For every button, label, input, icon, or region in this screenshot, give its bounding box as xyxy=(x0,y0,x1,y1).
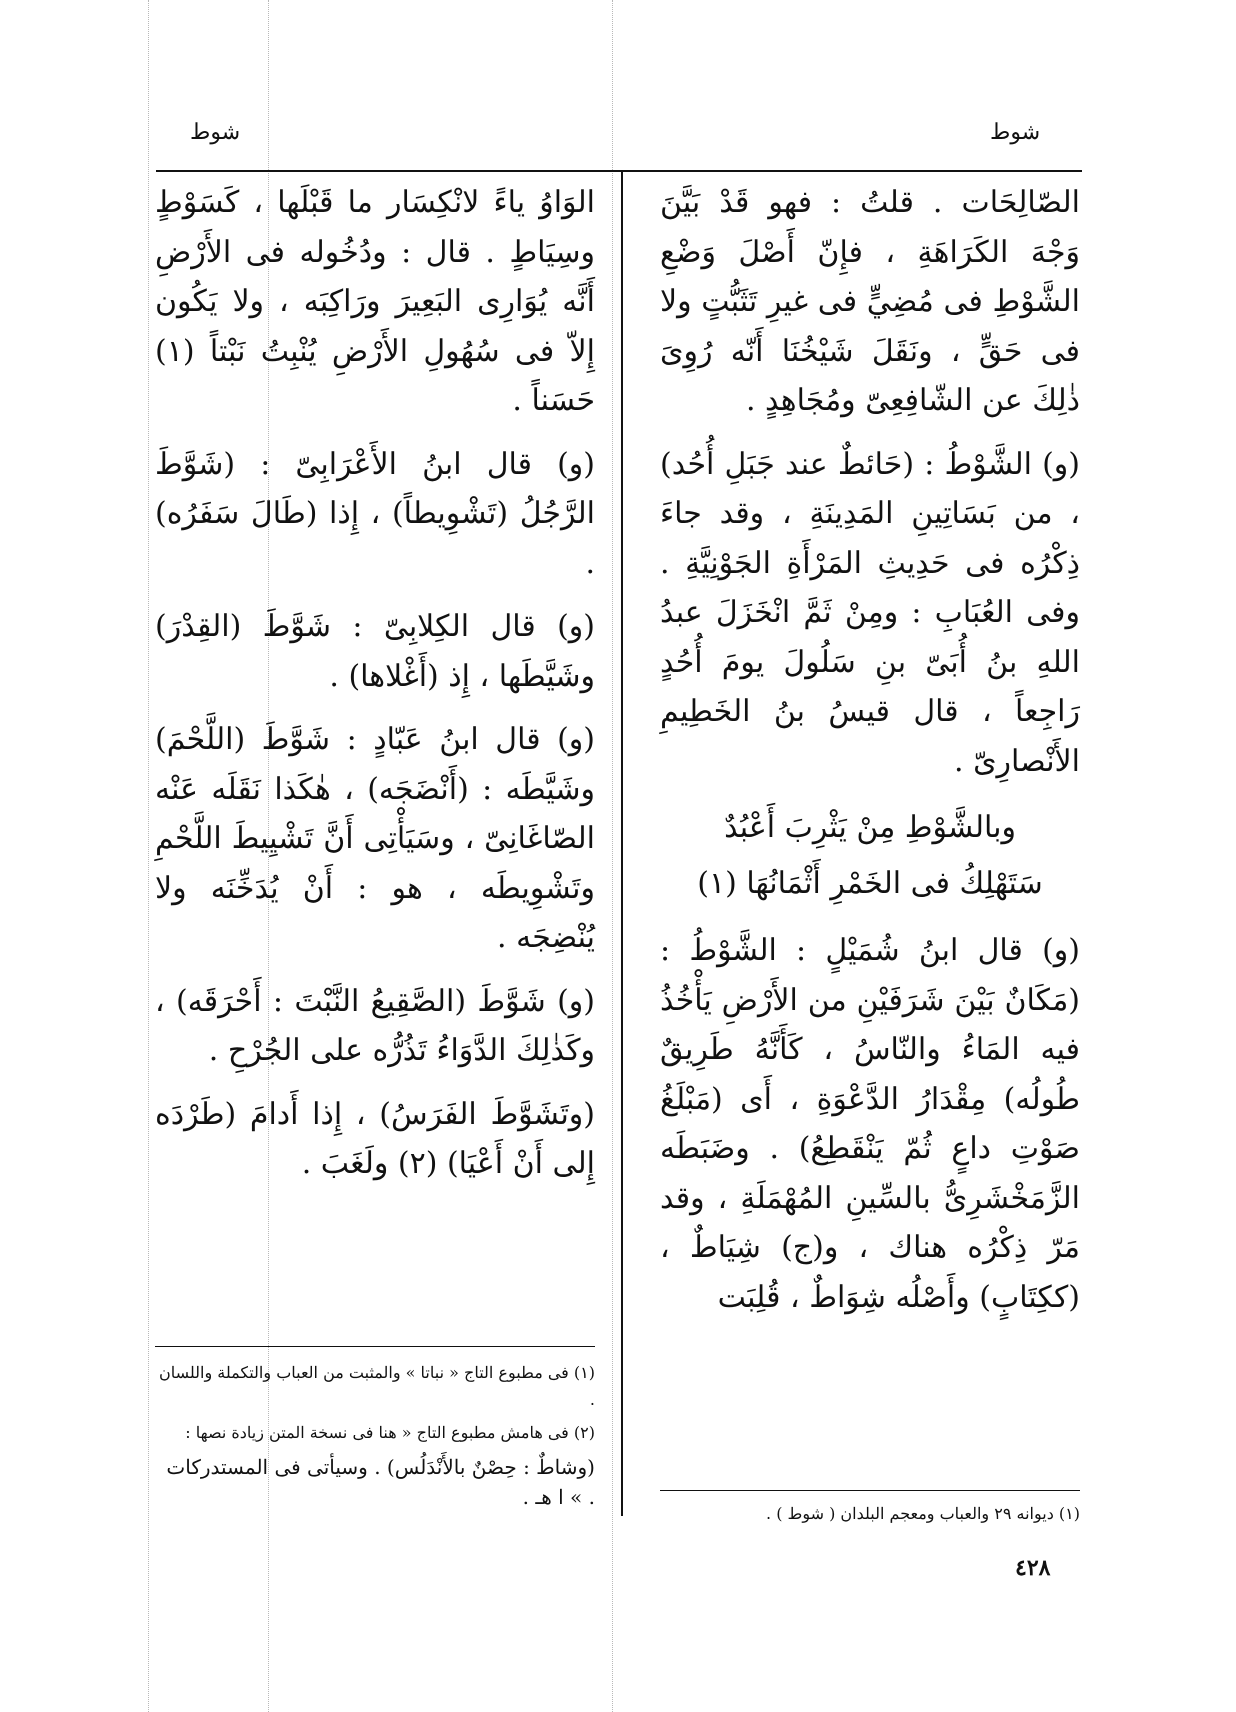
right-paragraph-1: الصّالِحَات . قلتُ : فهو قَدْ بَيَّنَ وَجْهَ الكَرَاهَةِ ، فإِنّ أَصْلَ وَضْعِ الشَّوْطِ فى مُضِيٍّ فى غيرِ تَثَبُّتٍ ولا فى حَقٍّ ، ونَقَلَ شَيْخُنَا أَنّه رُوِىَ ذٰلِكَ عن الشّافِعِىّ ومُجَاهِدٍ . xyxy=(660,185,1080,418)
left-column xyxy=(155,178,595,1203)
right-footnotes xyxy=(660,1490,1080,1527)
left-footnote-quote: (وشاطٌ : حِصْنٌ بالأَنْدَلُس) . وسيأتى فى المستدركات . » ا هـ . xyxy=(166,1455,595,1509)
fold-guide-left xyxy=(148,0,149,1712)
left-paragraph-2: (و) قال ابنُ الأَعْرَابِىّ : (شَوَّطَ الرَّجُلُ (تَشْوِيطاً) ، إِذا (طَالَ سَفَرُه) . xyxy=(155,446,595,581)
verse-line-1: وبالشَّوْطِ مِنْ يَثْرِبَ أَعْبُدٌ xyxy=(724,810,1016,845)
right-paragraph-2: (و) الشَّوْطُ : (حَائطٌ عند جَبَلِ أُحُد) ، من بَسَاتِينِ المَدِينَةِ ، وقد جاءَ ذِكْرُه فى حَدِيثِ المَرْأَةِ الجَوْنِيَّةِ . وفى العُبَابِ : ومِنْ ثَمَّ انْخَزَلَ عبدُ اللهِ بنُ أُبَىّ بنِ سَلُولَ يومَ أُحُدٍ رَاجِعاً ، قال قيسُ بنُ الخَطِيمِ الأَنْصارِىّ . xyxy=(660,446,1080,779)
right-paragraph-3: (و) قال ابنُ شُمَيْلٍ : الشَّوْطُ : (مَكَانٌ بَيْنَ شَرَفَيْنِ من الأَرْضِ يَأْخُذُ فيه المَاءُ والنّاسُ ، كَأَنَّهُ طَرِيقٌ طُولُه) مِقْدَارُ الدَّعْوَةِ ، أَى (مَبْلَغُ صَوْتِ داعٍ ثُمّ يَنْقَطِعُ) . وضَبَطَه الزَّمَخْشَرِىُّ بالسِّينِ المُهْمَلَةِ ، وقد مَرّ ذِكْرُه هناك ، و(ج) شِيَاطٌ ، (ككِتَابٍ) وأَصْلُه شِوَاطٌ ، قُلِبَت xyxy=(660,933,1080,1315)
left-footnotes xyxy=(155,1346,595,1518)
left-paragraph-3: (و) قال الكِلابِىّ : شَوَّطَ (القِدْرَ) وشَيَّطَها ، إِذ (أَغْلاها) . xyxy=(155,609,595,694)
page-number: ٤٢٨ xyxy=(1015,1555,1051,1581)
left-paragraph-1: الوَاوُ ياءً لانْكِسَار ما قَبْلَها ، كَسَوْطٍ وسِيَاطٍ . قال : ودُخُوله فى الأَرْضِ أَنَّه يُوَارِى البَعِيرَ ورَاكِبَه ، ولا يَكُون إِلاّ فى سُهُولِ الأَرْضِ يُنْبِتُ نَبْتاً (١) حَسَناً . xyxy=(155,185,595,418)
left-footnote-2: (٢) فى هامش مطبوع التاج « هنا فى نسخة المتن زيادة نصها : xyxy=(185,1423,595,1442)
fold-guide-center xyxy=(612,0,613,1712)
header-rule xyxy=(156,170,1082,172)
right-footnote-1: (١) ديوانه ٢٩ والعباب ومعجم البلدان ( شوط ) . xyxy=(766,1504,1080,1523)
left-paragraph-5: (و) شَوَّطَ (الصَّقِيعُ النَّبْتَ : أَحْرَقَه) ، وكَذٰلِكَ الدَّوَاءُ تَذُرُّه على الجُرْحِ . xyxy=(155,983,595,1068)
poetry-verse xyxy=(660,800,1080,912)
left-footnote-1: (١) فى مطبوع التاج « نباتا » والمثبت من العباب والتكملة واللسان . xyxy=(158,1363,595,1409)
right-column xyxy=(660,178,1080,1336)
running-head-right: شوط xyxy=(990,120,1041,145)
running-head-left: شوط xyxy=(190,120,241,145)
column-divider xyxy=(621,170,623,1516)
left-paragraph-4: (و) قال ابنُ عَبّادٍ : شَوَّطَ (اللَّحْمَ) وشَيَّطَه : (أَنْضَجَه) ، هٰكَذا نَقَلَه عَنْه الصّاغَانِىّ ، وسَيَأْتِى أَنَّ تَشْيِيطَ اللَّحْمِ وتَشْوِيطَه ، هو : أَنْ يُدَخِّنَه ولا يُنْضِجَه . xyxy=(155,722,595,955)
verse-line-2: سَتَهْلِكُ فى الخَمْرِ أَثْمَانُهَا (١) xyxy=(697,866,1043,901)
left-paragraph-6: (وتَشَوَّطَ الفَرَسُ) ، إِذا أَدامَ (طَرْدَه إِلى أَنْ أَعْيَا) (٢) ولَغَبَ . xyxy=(155,1096,595,1181)
